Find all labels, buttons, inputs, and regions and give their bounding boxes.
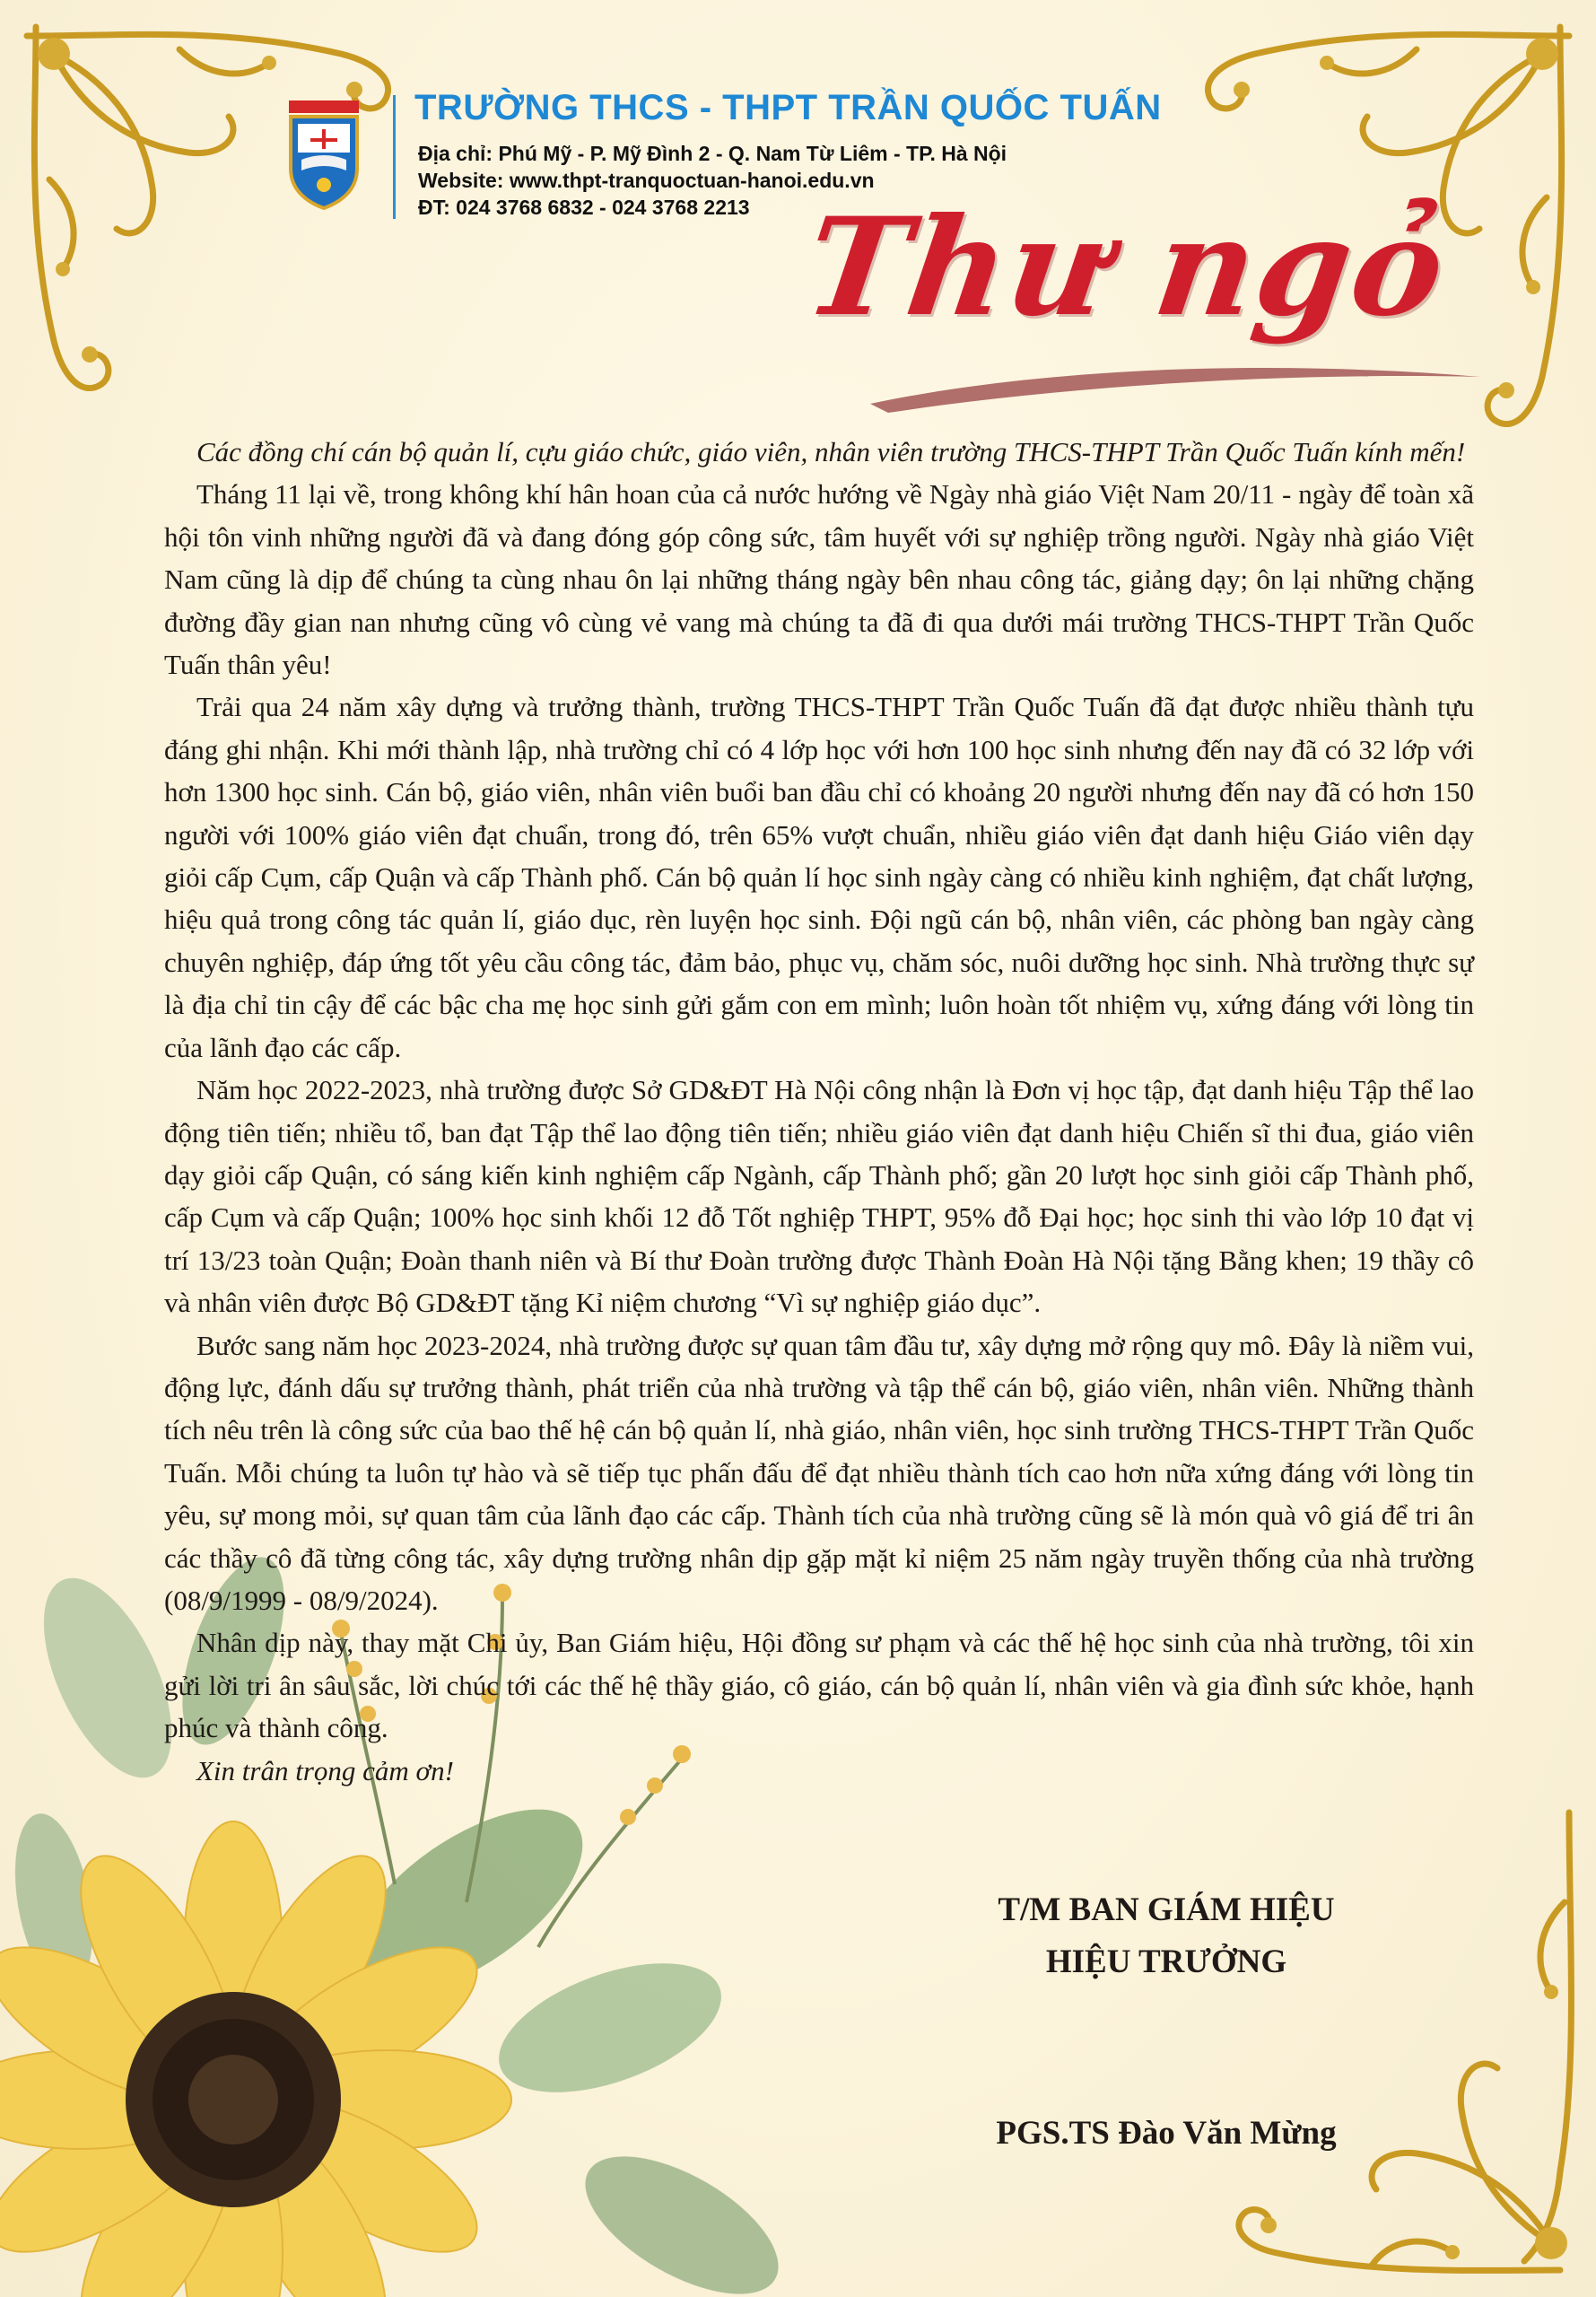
letter-paragraph: Trải qua 24 năm xây dựng và trưởng thành, trường THCS-THPT Trần Quốc Tuấn đã đạt được nhiều thành tựu đáng ghi nhận. Khi mới thành lập, nhà trường chỉ có 4 lớp học với hơn 100 học sinh nhưng đến nay đã có 32 lớp với hơn 1300 học sinh. Cán bộ, giáo viên, nhân viên buổi ban đầu chỉ có khoảng 20 người nhưng đến nay đã có hơn 150 người với 100% giáo viên đạt chuẩn, trong đó, trên 65% vượt chuẩn, nhiều giáo viên đạt danh hiệu Giáo viên dạy giỏi cấp Cụm, cấp Quận và cấp Thành phố. Cán bộ quản lí học sinh ngày càng có nhiều kinh nghiệm, đạt chất lượng, hiệu quả trong công tác quản lí, giáo dục, rèn luyện học sinh. Đội ngũ cán bộ, nhân viên, các phòng ban ngày càng chuyên nghiệp, đáp ứng tốt yêu cầu công tác, đảm bảo, phục vụ, chăm sóc, nuôi dưỡng học sinh. Nhà trường thực sự là địa chỉ tin cậy để các bậc cha mẹ học sinh gửi gắm con em mình; luôn hoàn tốt nhiệm vụ, xứng đáng với lòng tin của lãnh đạo các cấp. [164,691,1474,1063]
title-underline-swash [861,350,1489,422]
school-name: TRƯỜNG THCS - THPT TRẦN QUỐC TUẤN [414,88,1162,127]
gold-filigree-corner-bottom-right [1219,1795,1596,2297]
signer-name: PGS.TS Đào Văn Mừng [996,2115,1337,2152]
letter-paragraph: Năm học 2022-2023, nhà trường được Sở GD&ĐT Hà Nội công nhận là Đơn vị học tập, đạt danh hiệu Tập thể lao động tiên tiến; nhiều tổ, ban đạt Tập thể lao động tiên tiến; nhiều giáo viên đạt danh hiệu Chiến sĩ thi đua, giáo viên dạy giỏi cấp Quận, có sáng kiến kinh nghiệm cấp Ngành, cấp Thành phố; gần 20 lượt học sinh giỏi cấp Thành phố, cấp Cụm và cấp Quận; 100% học sinh khối 12 đỗ Tốt nghiệp THPT, 95% đỗ Đại học; học sinh thi vào lớp 10 đạt vị trí 13/23 toàn Quận; Đoàn thanh niên và Bí thư Đoàn trường được Thành Đoàn Hà Nội tặng Bằng khen; 19 thầy cô và nhân viên được Bộ GD&ĐT tặng Kỉ niệm chương “Vì sự nghiệp giáo dục”. [164,1074,1474,1319]
header-divider [393,95,396,219]
letter-paragraph: Bước sang năm học 2023-2024, nhà trường được sự quan tâm đầu tư, xây dựng mở rộng quy mô. Đây là niềm vui, động lực, đánh dấu sự trưởng thành, phát triển của nhà trường và tập thể cán bộ, giáo viên, nhân viên. Những thành tích nêu trên là công sức của bao thế hệ cán bộ quản lí, nhà giáo, nhân viên, học sinh trường THCS-THPT Trần Quốc Tuấn. Mỗi chúng ta luôn tự hào và sẽ tiếp tục phấn đấu để đạt nhiều thành tích cao hơn nữa xứng đáng với lòng tin yêu, sự mong mỏi, sự quan tâm của lãnh đạo các cấp. Thành tích của nhà trường cũng sẽ là món quà vô giá để tri ân các thầy cô đã từng công tác, xây dựng trường nhân dịp gặp mặt kỉ niệm 25 năm ngày truyền thống của nhà trường (08/9/1999 - 08/9/2024). [164,1329,1474,1616]
signature-block [897,1884,1435,1988]
signature-on-behalf: T/M BAN GIÁM HIỆU [998,1891,1335,1928]
signature-position: HIỆU TRƯỞNG [1045,1943,1287,1980]
letter-closing: Xin trân trọng cảm ơn! [196,1754,454,1786]
school-website: Website: www.thpt-tranquoctuan-hanoi.edu.vn [418,169,875,192]
school-phone: ĐT: 024 3768 6832 - 024 3768 2213 [418,196,750,219]
letter-paragraph: Nhân dịp này, thay mặt Chi ủy, Ban Giám hiệu, Hội đồng sư phạm và các thế hệ học sinh của nhà trường, tôi xin gửi lời tri ân sâu sắc, lời chúc tới các thế hệ thầy giáo, cô giáo, cán bộ quản lí, nhân viên và gia đình sức khỏe, hạnh phúc và thành công. [164,1627,1474,1744]
letter-salutation: Các đồng chí cán bộ quản lí, cựu giáo chức, giáo viên, nhân viên trường THCS-THPT Trần Quốc Tuấn kính mến! [196,436,1466,467]
letter-title: Thư ngỏ [796,188,1456,346]
school-address: Địa chỉ: Phú Mỹ - P. Mỹ Đình 2 - Q. Nam Từ Liêm - TP. Hà Nội [418,142,1007,165]
letter-paragraph: Tháng 11 lại về, trong không khí hân hoan của cả nước hướng về Ngày nhà giáo Việt Nam 20/11 - ngày để toàn xã hội tôn vinh những người đã và đang đóng góp công sức, tâm huyết với sự nghiệp trồng người. Ngày nhà giáo Việt Nam cũng là dịp để chúng ta cùng nhau ôn lại những tháng ngày bên nhau công tác, giảng dạy; ôn lại những chặng đường đầy gian nan nhưng cũng vô cùng vẻ vang mà chúng ta đã đi qua dưới mái trường THCS-THPT Trần Quốc Tuấn thân yêu! [164,478,1474,681]
letter-body [164,431,1474,1792]
school-crest-logo [285,97,362,210]
